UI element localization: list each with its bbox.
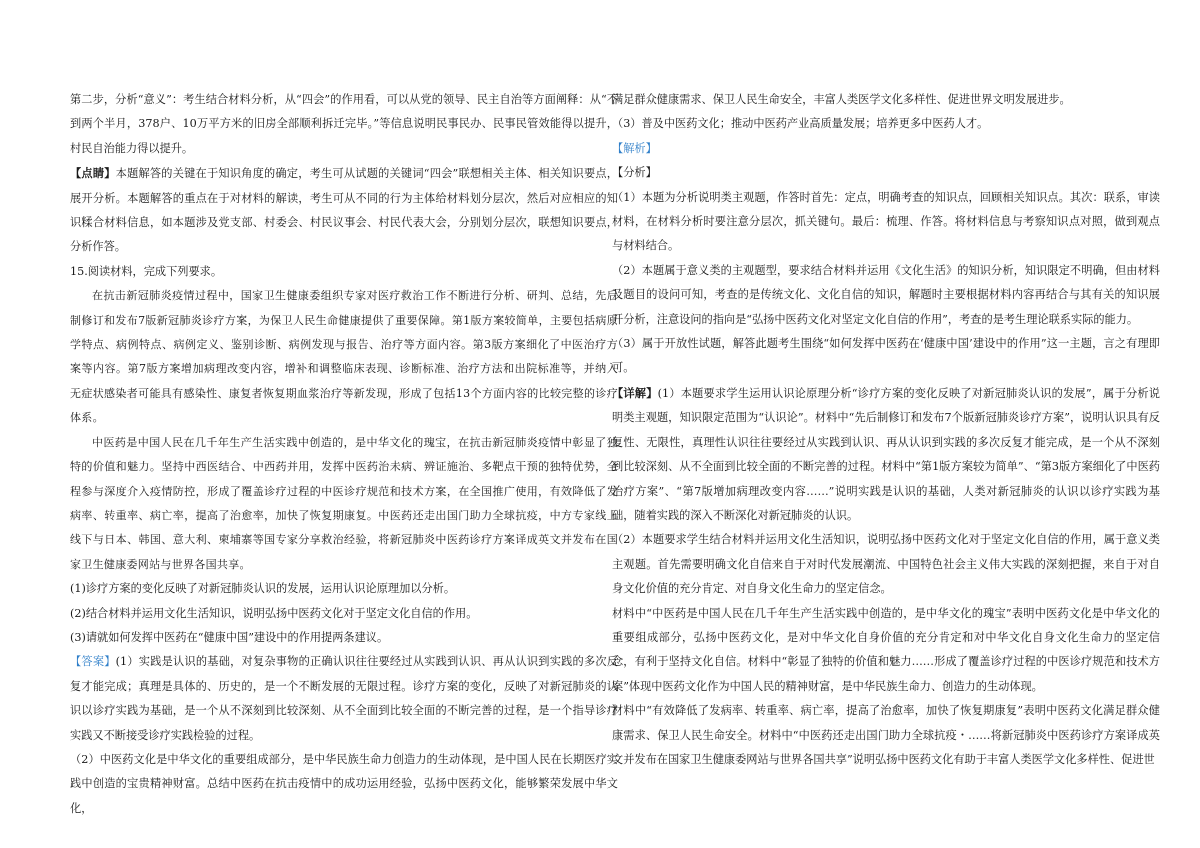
xiangjie-paragraph-1 xyxy=(612,381,1160,528)
answer-paragraph-2: （2）中医药文化是中华文化的重要组成部分，是中华民族生命力创造力的生动体现，是中国人民在长期医疗实践中创造的宝贵精神财富。总结中医药在抗击疫情中的成功运用经验，弘扬中医药文化，能够繁荣发展中华文化， xyxy=(70,752,618,815)
jiexi-label: 【解析】 xyxy=(612,141,657,155)
xiangjie-text-1: (1）本题要求学生运用认识论原理分析“诊疗方案的变化反映了对新冠肺炎认识的发展”，属于分析说明类主观题，知识限定范围为“认识论”。材料中“先后制修订和发布7个版新冠肺炎诊疗方案”，说明认识具有反复性、无限性，真理性认识往往要经过从实践到认识、再从认识到实践的多次反复才能完成，是一个从不深刻到比较深刻、从不全面到比较全面的不断完善的过程。材料中“第1版方案较为简单”、“第3版方案细化了中医药治疗方案”、“第7版增加病理改变内容……”说明实践是认识的基础，人类对新冠肺炎的认识以诊疗实践为基础，随着实践的深入不断深化对新冠肺炎的认识。 xyxy=(612,386,1160,522)
left-column xyxy=(70,88,618,821)
sub-question-3: (3)请就如何发挥中医药在“健康中国”建设中的作用提两条建议。 xyxy=(70,630,389,644)
dianjing-text: 本题解答的关键在于知识角度的确定，考生可从试题的关键词“四会”联想相关主体、相关知识要点，展开分析。本题解答的重点在于对材料的解读，考生可从不同的行为主体给材料划分层次，然后对应相应的知识糅合材料信息，如本题涉及党支部、村委会、村民议事会、村民代表大会，分别划分层次，联想知识要点，分析作答。 xyxy=(70,167,618,254)
answer-continuation: 满足群众健康需求、保卫人民生命安全，丰富人类医学文化多样性、促进世界文明发展进步。 xyxy=(612,93,1071,106)
xiangjie-label: 【详解】 xyxy=(612,385,658,400)
question-15-heading: 15.阅读材料，完成下列要求。 xyxy=(70,264,223,278)
material-passage-2: 中医药是中国人民在几千年生产生活实践中创造的，是中华文化的瑰宝，在抗击新冠肺炎疫情中彰显了独特的价值和魅力。坚持中西医结合、中西药并用，发挥中医药治未病、辨证施治、多靶点干预的独特优势，全程参与深度介入疫情防控，形成了覆盖诊疗过程的中医诊疗规范和技术方案，在全国推广使用，有效降低了发病率、转重率、病亡率，提高了治愈率，加快了恢复期康复。中医药还走出国门助力全球抗疫，中方专家线上线下与日本、韩国、意大利、柬埔寨等国专家分享救治经验，将新冠肺炎中医药诊疗方案译成英文并发布在国家卫生健康委网站与世界各国共享。 xyxy=(70,435,618,571)
answer-label: 【答案】 xyxy=(70,655,116,669)
material-passage-1: 在抗击新冠肺炎疫情过程中，国家卫生健康委组织专家对医疗救治工作不断进行分析、研判、总结，先后制修订和发布7版新冠肺炎诊疗方案，为保卫人民生命健康提供了重要保障。第1版方案较简单，主要包括病原学特点、病例特点、病例定义、鉴别诊断、病例发现与报告、治疗等方面内容。第3版方案细化了中医治疗方案等内容。第7版方案增加病理改变内容，增补和调整临床表现、诊断标准、治疗方法和出院标准等，并纳入无症状感染者可能具有感染性、康复者恢复期血浆治疗等新发现，形成了包括13个方面内容的比较完整的诊疗体系。 xyxy=(70,289,618,425)
sub-question-2: (2)结合材料并运用文化生活知识，说明弘扬中医药文化对于坚定文化自信的作用。 xyxy=(70,606,478,620)
xiangjie-paragraph-3: 材料中“中医药是中国人民在几千年生产生活实践中创造的，是中华文化的瑰宝”表明中医药文化是中华文化的重要组成部分，弘扬中医药文化，是对中华文化自身价值的充分肯定和对中华文化自身文化生命力的坚定信念，有利于坚持文化自信。材料中“彰显了独特的价值和魅力……形成了覆盖诊疗过程的中医诊疗规范和技术方案”体现中医药文化作为中国人民的精神财富，是中华民族生命力、创造力的生动体现。 xyxy=(612,606,1160,693)
fenxi-paragraph-2: （2）本题属于意义类的主观题型，要求结合材料并运用《文化生活》的知识分析，知识限定不明确，但由材料及题目的设问可知，考查的是传统文化、文化自信的知识，解题时主要根据材料内容再结合与其有关的知识展开分析，注意设问的指向是“弘扬中医药文化对坚定文化自信的作用”，考查的是考生理论联系实际的能力。 xyxy=(612,263,1160,326)
step-two-paragraph: 第二步，分析“意义”：考生结合材料分析，从“四会”的作用看，可以从党的领导、民主自治等方面阐释：从“不到两个半月，378户、10万平方米的旧房全部顺利拆迁完毕。”等信息说明民事民办、民事民管效能得以提升，村民自治能力得以提升。 xyxy=(70,93,618,155)
right-column xyxy=(612,88,1160,772)
fenxi-paragraph-3: （3）属于开放性试题，解答此题考生围绕“如何发挥中医药在‘健康中国’建设中的作用”这一主题，言之有理即可。 xyxy=(612,337,1160,375)
fenxi-paragraph-1: （1）本题为分析说明类主观题，作答时首先：定点，明确考查的知识点，回顾相关知识点。其次：联系，审读材料，在材料分析时要注意分层次，抓关键句。最后：梳理、作答。将材料信息与考察知识点对照，做到观点与材料结合。 xyxy=(612,190,1160,253)
sub-question-1: (1)诊疗方案的变化反映了对新冠肺炎认识的发展，运用认识论原理加以分析。 xyxy=(70,582,456,596)
fenxi-label: 【分析】 xyxy=(612,166,657,180)
dianjing-label: 【点睛】 xyxy=(70,166,116,181)
xiangjie-paragraph-4: 材料中“有效降低了发病率、转重率、病亡率，提高了治愈率，加快了恢复期康复”表明中医药文化满足群众健康需求、保卫人民生命安全。材料中“中医药还走出国门助力全球抗疫・……将新冠肺炎中医药诊疗方案译成英文并发布在国家卫生健康委网站与世界各国共享”说明弘扬中医药文化有助于丰富人类医学文化多样性、促进世 xyxy=(612,704,1160,766)
answer-paragraph-1 xyxy=(70,650,618,748)
answer-paragraph-3: （3）普及中医药文化；推动中医药产业高质量发展；培养更多中医药人才。 xyxy=(612,117,989,131)
dianjing-paragraph xyxy=(70,161,618,260)
answer-text-1: (1）实践是认识的基础，对复杂事物的正确认识往往要经过从实践到认识、再从认识到实践的多次反复才能完成；真理是具体的、历史的，是一个不断发展的无限过程。诊疗方案的变化，反映了对新冠肺炎的认识以诊疗实践为基础，是一个从不深刻到比较深刻、从不全面到比较全面的不断完善的过程，是一个指导诊疗实践又不断接受诊疗实践检验的过程。 xyxy=(70,655,618,742)
xiangjie-paragraph-2: （2）本题要求学生结合材料并运用文化生活知识，说明弘扬中医药文化对于坚定文化自信的作用，属于意义类主观题。首先需要明确文化自信来自于对时代发展潮流、中国特色社会主义伟大实践的深刻把握，来自于对自身文化价值的充分肯定、对自身文化生命力的坚定信念。 xyxy=(612,533,1160,596)
